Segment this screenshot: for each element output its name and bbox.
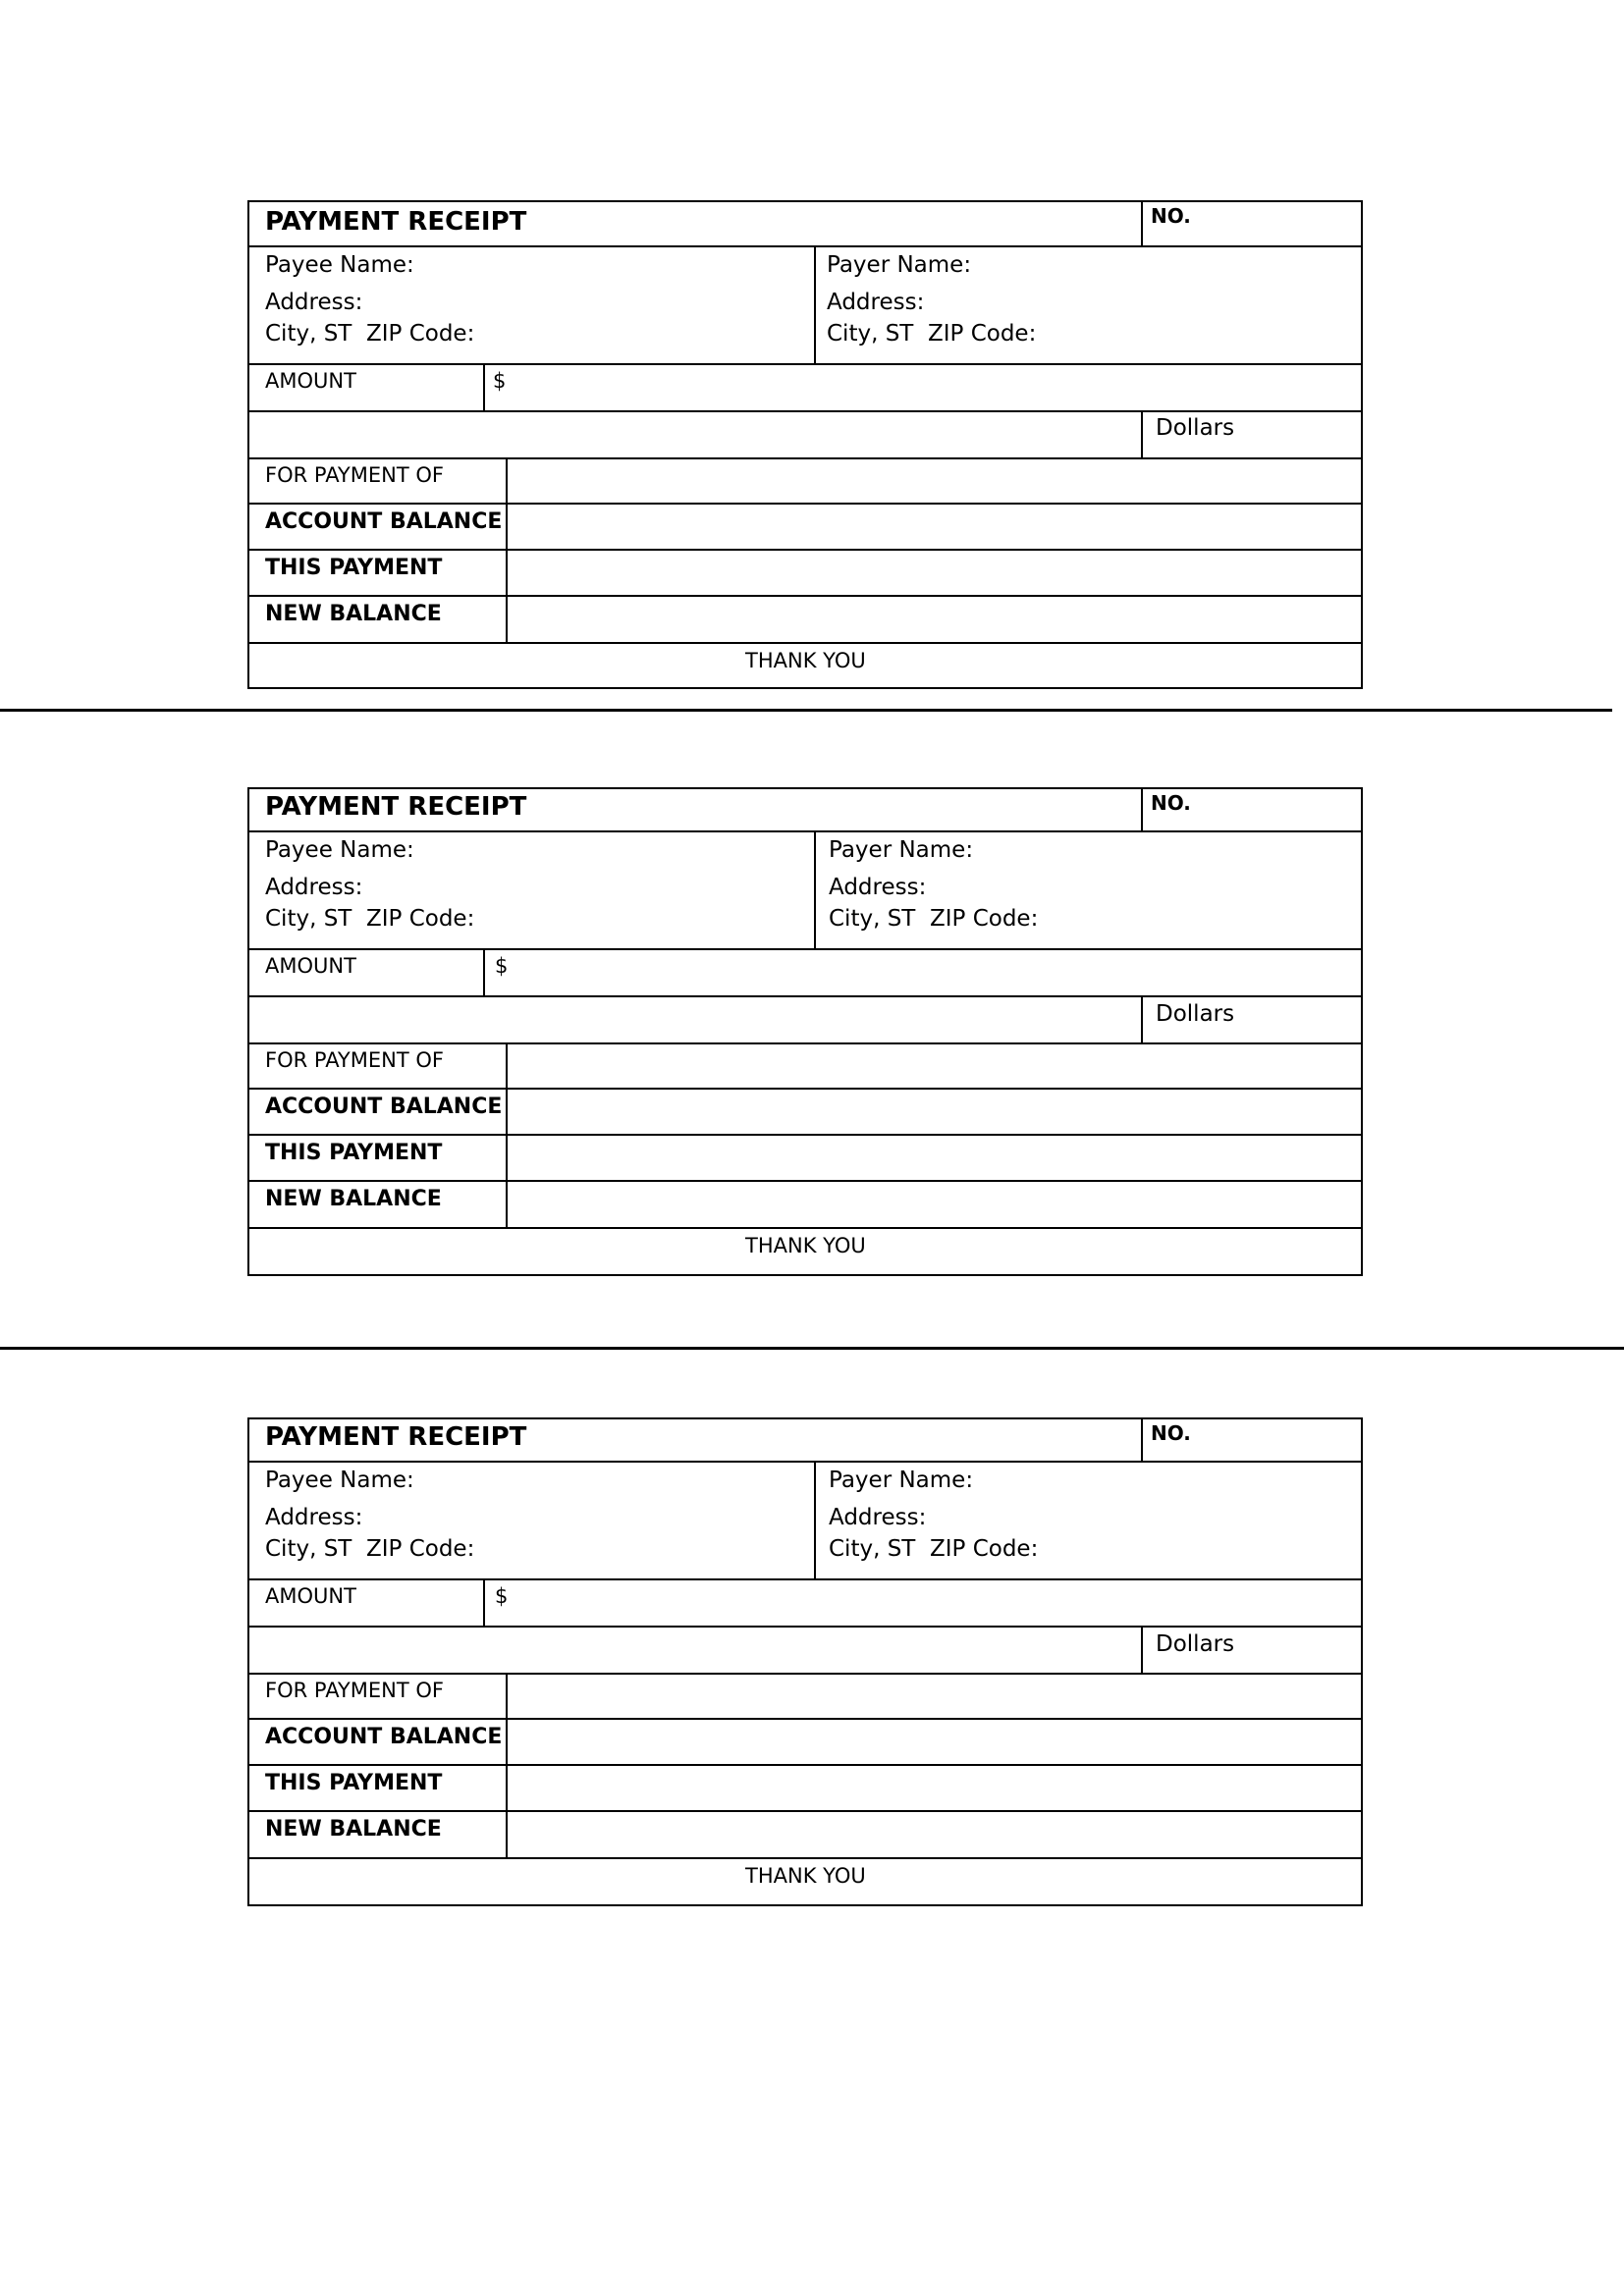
payee-address-label: Address:: [265, 290, 363, 315]
receipt-title: PAYMENT RECEIPT: [265, 1422, 527, 1452]
payer-name-label: Payer Name:: [829, 837, 974, 863]
for-payment-label: FOR PAYMENT OF: [265, 463, 444, 487]
currency-symbol: $: [493, 369, 507, 393]
payer-city-label: City, ST ZIP Code:: [829, 906, 1039, 932]
for-payment-label: FOR PAYMENT OF: [265, 1679, 444, 1702]
amount-label: AMOUNT: [265, 954, 356, 978]
payee-address-label: Address:: [265, 875, 363, 900]
payer-name-label: Payer Name:: [829, 1468, 974, 1493]
this-payment-label: THIS PAYMENT: [265, 556, 443, 580]
dollars-label: Dollars: [1156, 1631, 1235, 1657]
payee-name-label: Payee Name:: [265, 837, 414, 863]
account-balance-label: ACCOUNT BALANCE: [265, 509, 503, 534]
cut-line-2: [0, 1347, 1624, 1350]
currency-symbol: $: [495, 1584, 509, 1608]
new-balance-label: NEW BALANCE: [265, 1187, 442, 1211]
payee-address-label: Address:: [265, 1505, 363, 1530]
payment-receipt: [247, 787, 1363, 1276]
payment-receipt: [247, 1417, 1363, 1906]
this-payment-label: THIS PAYMENT: [265, 1771, 443, 1795]
payee-city-label: City, ST ZIP Code:: [265, 906, 475, 932]
for-payment-label: FOR PAYMENT OF: [265, 1048, 444, 1072]
receipt-number-label: NO.: [1151, 204, 1191, 228]
payer-address-label: Address:: [829, 875, 927, 900]
new-balance-label: NEW BALANCE: [265, 602, 442, 626]
account-balance-label: ACCOUNT BALANCE: [265, 1725, 503, 1749]
payee-city-label: City, ST ZIP Code:: [265, 321, 475, 347]
receipt-number-label: NO.: [1151, 1421, 1191, 1445]
dollars-label: Dollars: [1156, 415, 1235, 441]
currency-symbol: $: [495, 954, 509, 978]
payment-receipt: [247, 200, 1363, 689]
amount-label: AMOUNT: [265, 369, 356, 393]
payer-city-label: City, ST ZIP Code:: [827, 321, 1037, 347]
payer-address-label: Address:: [829, 1505, 927, 1530]
amount-label: AMOUNT: [265, 1584, 356, 1608]
dollars-label: Dollars: [1156, 1001, 1235, 1027]
payer-name-label: Payer Name:: [827, 252, 972, 278]
payee-name-label: Payee Name:: [265, 1468, 414, 1493]
this-payment-label: THIS PAYMENT: [265, 1141, 443, 1165]
thank-you-text: THANK YOU: [745, 1234, 866, 1257]
new-balance-label: NEW BALANCE: [265, 1817, 442, 1842]
thank-you-text: THANK YOU: [745, 1864, 866, 1888]
payee-city-label: City, ST ZIP Code:: [265, 1536, 475, 1562]
payee-name-label: Payee Name:: [265, 252, 414, 278]
payer-city-label: City, ST ZIP Code:: [829, 1536, 1039, 1562]
payer-address-label: Address:: [827, 290, 925, 315]
cut-line-1: [0, 709, 1612, 712]
account-balance-label: ACCOUNT BALANCE: [265, 1095, 503, 1119]
receipt-number-label: NO.: [1151, 791, 1191, 815]
receipt-title: PAYMENT RECEIPT: [265, 792, 527, 822]
receipt-title: PAYMENT RECEIPT: [265, 207, 527, 237]
thank-you-text: THANK YOU: [745, 649, 866, 672]
